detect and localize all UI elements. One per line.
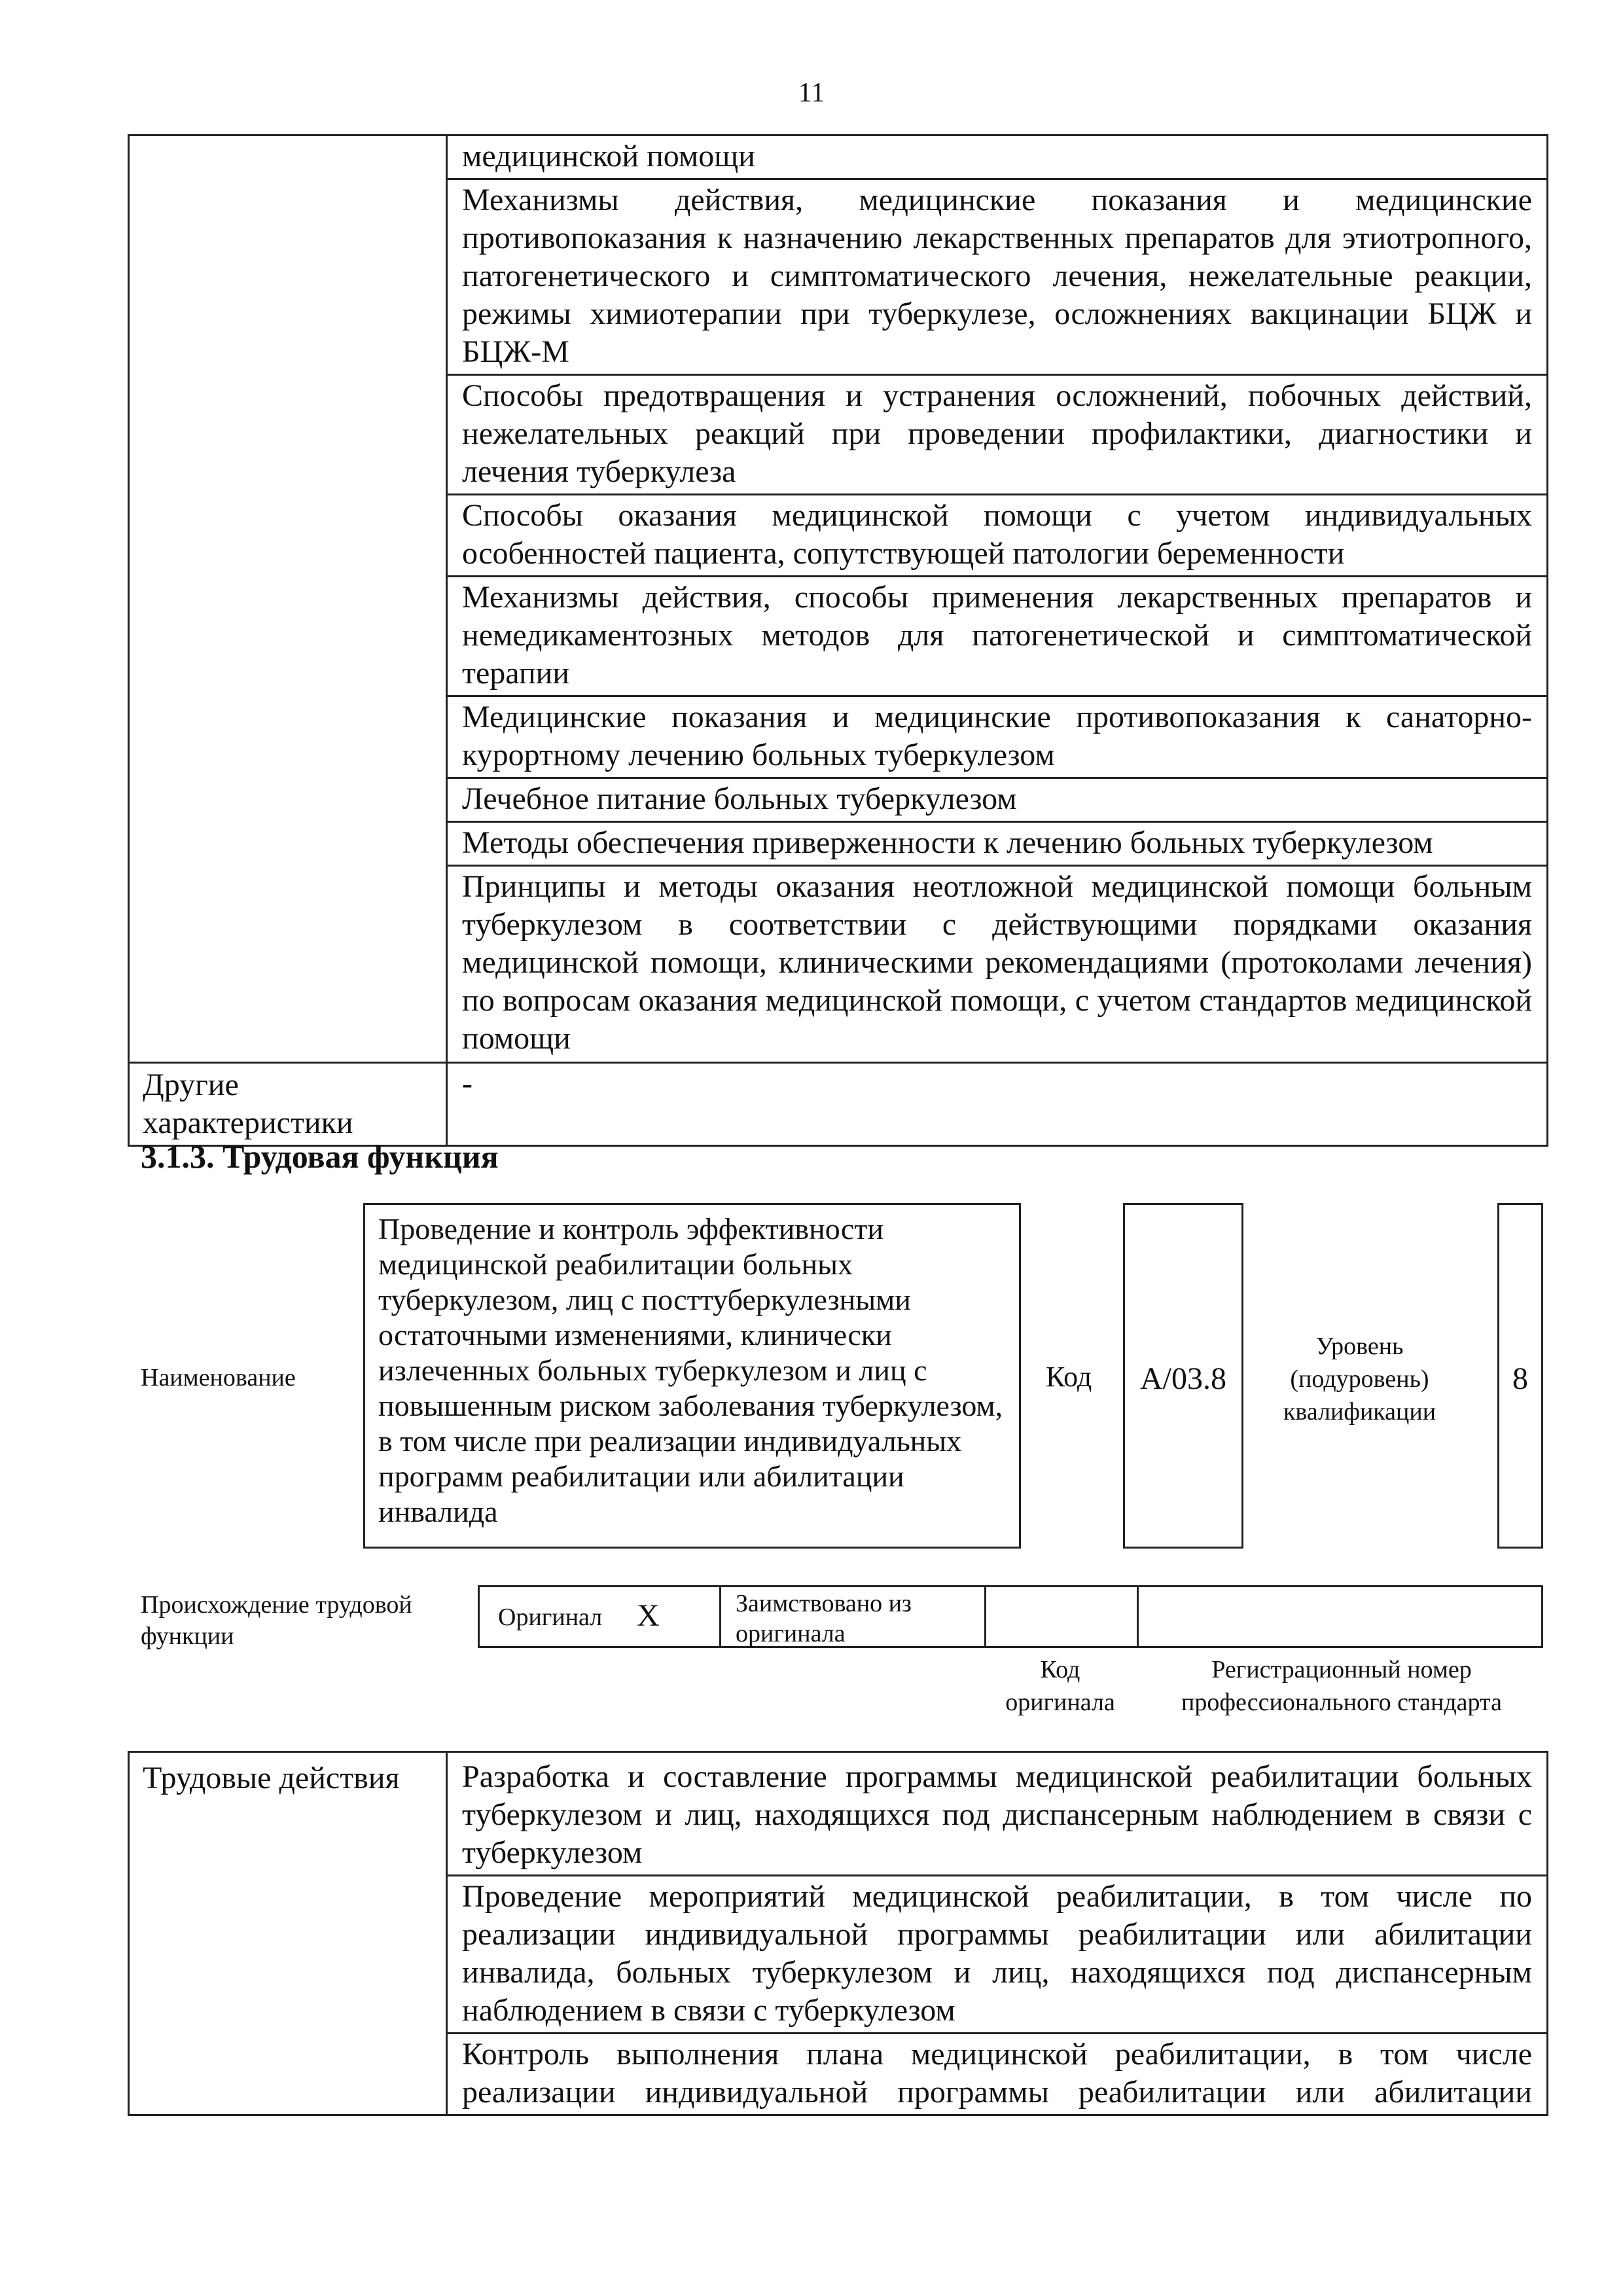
other-characteristics-label: Другие характеристики bbox=[129, 1063, 447, 1146]
origin-borrowed-box bbox=[719, 1585, 986, 1648]
knowledge-row: Методы обеспечения приверженности к лечению больных туберкулезом bbox=[447, 822, 1548, 866]
section-heading: 3.1.3. Трудовая функция bbox=[141, 1138, 499, 1175]
level-value: 8 bbox=[1512, 1361, 1528, 1396]
origin-original-box bbox=[478, 1585, 721, 1648]
action-row: Разработка и составление программы медицинской реабилитации больных туберкулезом и лиц, находящихся под диспансерным наблюдением в связи с туберкулезом bbox=[447, 1752, 1548, 1876]
knowledge-row: Способы оказания медицинской помощи с учетом индивидуальных особенностей пациента, сопутствующей патологии беременности bbox=[447, 495, 1548, 577]
code-value: А/03.8 bbox=[1140, 1361, 1226, 1396]
page-number: 11 bbox=[798, 78, 825, 108]
actions-table bbox=[128, 1751, 1548, 2116]
name-label: Наименование bbox=[141, 1364, 296, 1391]
function-name-text: Проведение и контроль эффективности медицинской реабилитации больных туберкулезом, лиц с посттуберкулезными остаточными изменениями, клинически излеченных больных туберкулезом и лиц с повышенным риском заболевания туберкулезом, в том числе при реализации индивидуальных программ реабилитации или абилитации инвалида bbox=[378, 1212, 1003, 1528]
function-name-box bbox=[363, 1203, 1021, 1549]
origin-label: Происхождение трудовой функции bbox=[141, 1591, 412, 1650]
borrowed-label: Заимствовано из оригинала bbox=[736, 1590, 912, 1647]
knowledge-row: Механизмы действия, медицинские показания и медицинские противопоказания к назначению лекарственных препаратов для этиотропного, патогенетического и симптоматического лечения, нежелательные реакции, режимы химиотерапии при туберкулезе, осложнениях вакцинации БЦЖ и БЦЖ-М bbox=[447, 179, 1548, 375]
knowledge-row: Механизмы действия, способы применения лекарственных препаратов и немедикаментозных методов для патогенетической и симптоматической терапии bbox=[447, 577, 1548, 696]
knowledge-label-cell bbox=[129, 135, 447, 1063]
action-row: Проведение мероприятий медицинской реабилитации, в том числе по реализации индивидуальной программы реабилитации или абилитации инвалида, больных туберкулезом и лиц, находящихся под диспансерным наблюдением в связи с туберкулезом bbox=[447, 1876, 1548, 2034]
caption-reg: Регистрационный номер профессионального стандарта bbox=[1181, 1656, 1502, 1716]
code-value-box bbox=[1123, 1203, 1243, 1549]
other-characteristics-value: - bbox=[447, 1063, 1548, 1146]
knowledge-table bbox=[128, 134, 1548, 1147]
level-value-box bbox=[1497, 1203, 1543, 1549]
original-label: Оригинал bbox=[498, 1604, 603, 1631]
code-label: Код bbox=[1046, 1361, 1092, 1393]
action-row: Контроль выполнения плана медицинской реабилитации, в том числе реализации индивидуальной программы реабилитации или абилитации bbox=[447, 2034, 1548, 2115]
knowledge-row: Медицинские показания и медицинские противопоказания к санаторно-курортному лечению больных туберкулезом bbox=[447, 696, 1548, 778]
actions-label-cell: Трудовые действия bbox=[129, 1752, 447, 2115]
original-mark: X bbox=[637, 1598, 660, 1633]
knowledge-row: Принципы и методы оказания неотложной медицинской помощи больным туберкулезом в соответствии с действующими порядками оказания медицинской помощи, клиническими рекомендациями (протоколами лечения) по вопросам оказания медицинской помощи, с учетом стандартов медицинской помощи bbox=[447, 866, 1548, 1063]
knowledge-row: медицинской помощи bbox=[447, 135, 1548, 179]
knowledge-row: Способы предотвращения и устранения осложнений, побочных действий, нежелательных реакций при проведении профилактики, диагностики и лечения туберкулеза bbox=[447, 375, 1548, 495]
level-label: Уровень (подуровень) квалификации bbox=[1283, 1333, 1436, 1426]
origin-reg-box bbox=[1137, 1585, 1543, 1648]
origin-code-box bbox=[984, 1585, 1139, 1648]
knowledge-row: Лечебное питание больных туберкулезом bbox=[447, 778, 1548, 822]
caption-code: Код оригинала bbox=[1005, 1656, 1115, 1716]
